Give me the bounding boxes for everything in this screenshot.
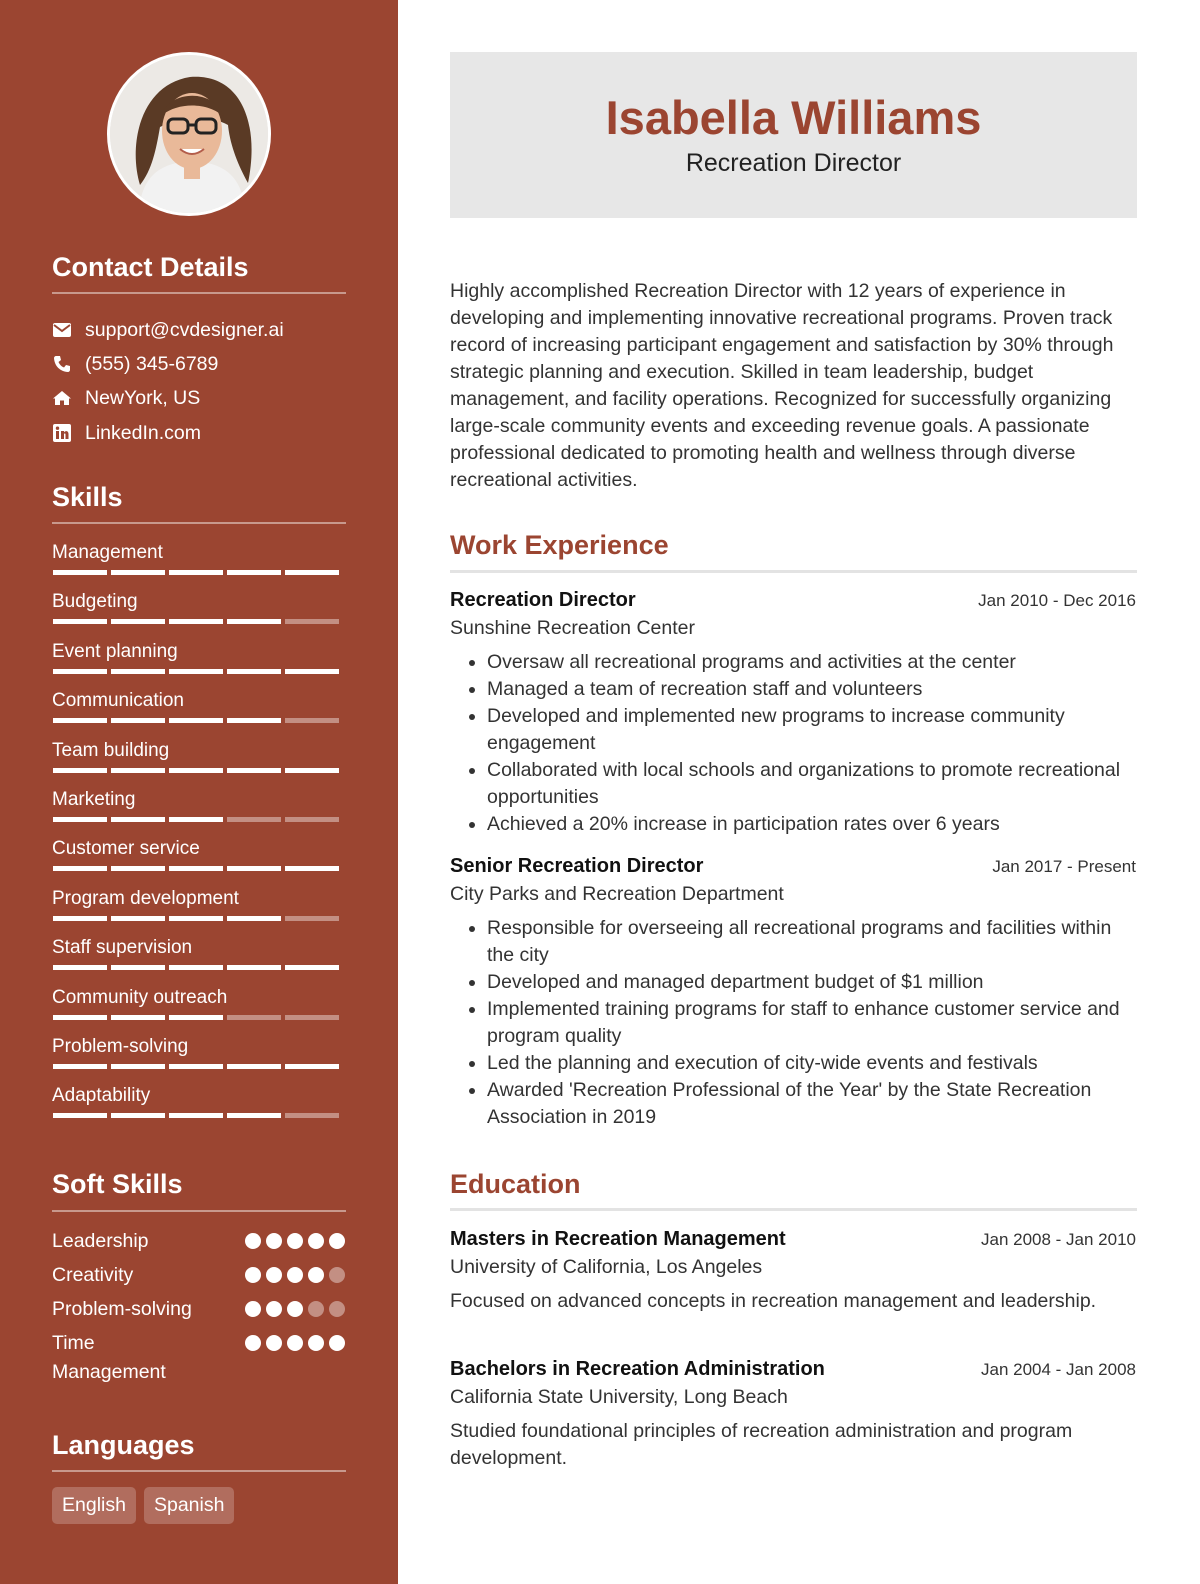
skill-level-segment xyxy=(169,619,223,624)
skill-level-segment xyxy=(53,718,107,723)
skill-item xyxy=(52,888,346,934)
skill-level-segment xyxy=(227,768,281,773)
skill-level-segment xyxy=(169,1015,223,1020)
skill-item xyxy=(52,591,346,637)
skill-item xyxy=(52,542,346,588)
skill-level-segment xyxy=(53,669,107,674)
skill-level-bar xyxy=(53,817,339,822)
skill-label: Budgeting xyxy=(52,591,138,612)
job-date: Jan 2017 - Present xyxy=(992,857,1136,876)
skill-level-segment xyxy=(285,669,339,674)
skill-label: Management xyxy=(52,542,163,563)
skill-level-segment xyxy=(169,1064,223,1069)
skill-label: Event planning xyxy=(52,641,178,662)
degree-date: Jan 2004 - Jan 2008 xyxy=(980,1360,1136,1379)
profile-photo-icon xyxy=(110,55,271,216)
skill-level-segment xyxy=(227,965,281,970)
soft-skill-rating xyxy=(245,1301,345,1317)
contact-email-text: support@cvdesigner.ai xyxy=(85,318,284,341)
rating-dot xyxy=(287,1267,303,1283)
rating-dot xyxy=(245,1233,261,1249)
soft-skill-label: Leadership xyxy=(52,1230,149,1252)
skill-item xyxy=(52,987,346,1033)
soft-skill-item xyxy=(52,1261,346,1291)
language-chip: English xyxy=(52,1487,136,1524)
soft-skill-rating xyxy=(245,1335,345,1351)
soft-skills-divider xyxy=(52,1210,346,1212)
skill-level-segment xyxy=(111,1015,165,1020)
name-header xyxy=(450,52,1137,218)
job-title: Senior Recreation Director xyxy=(450,855,704,877)
skill-level-segment xyxy=(53,1015,107,1020)
contact-phone-text: (555) 345-6789 xyxy=(85,352,219,375)
skill-level-bar xyxy=(53,619,339,624)
contact-email[interactable] xyxy=(52,318,284,342)
skill-level-segment xyxy=(53,768,107,773)
skill-label: Marketing xyxy=(52,789,136,810)
job-date: Jan 2010 - Dec 2016 xyxy=(978,591,1136,610)
skill-level-segment xyxy=(285,866,339,871)
skill-level-bar xyxy=(53,768,339,773)
rating-dot xyxy=(266,1301,282,1317)
skill-level-segment xyxy=(111,916,165,921)
skill-level-segment xyxy=(227,916,281,921)
rating-dot xyxy=(329,1267,345,1283)
job-bullet: • Awarded 'Recreation Professional of the Year' by the State Recreation Association in 2019 xyxy=(487,1077,1136,1131)
skill-item xyxy=(52,838,346,884)
soft-skill-rating xyxy=(245,1267,345,1283)
skill-level-segment xyxy=(227,866,281,871)
skill-level-segment xyxy=(285,1113,339,1118)
skill-level-segment xyxy=(285,718,339,723)
job-bullet: • Developed and managed department budget of $1 million xyxy=(487,969,1136,996)
skill-label: Adaptability xyxy=(52,1085,151,1106)
skill-level-bar xyxy=(53,718,339,723)
education-section-title: Education xyxy=(450,1169,581,1199)
rating-dot xyxy=(245,1335,261,1351)
skill-item xyxy=(52,1085,346,1131)
rating-dot xyxy=(287,1335,303,1351)
skill-label: Community outreach xyxy=(52,987,228,1008)
degree-description: Studied foundational principles of recreation administration and program development. xyxy=(450,1420,1073,1469)
skill-level-segment xyxy=(169,965,223,970)
rating-dot xyxy=(245,1301,261,1317)
skill-label: Staff supervision xyxy=(52,937,193,958)
rating-dot xyxy=(329,1233,345,1249)
avatar xyxy=(107,52,271,216)
contact-divider xyxy=(52,292,346,294)
job-bullet: • Developed and implemented new programs to increase community engagement xyxy=(487,703,1136,757)
home-icon xyxy=(52,388,72,408)
skill-level-segment xyxy=(111,1113,165,1118)
rating-dot xyxy=(287,1233,303,1249)
degree-description: Focused on advanced concepts in recreation management and leadership. xyxy=(450,1290,1097,1312)
skill-level-segment xyxy=(53,916,107,921)
rating-dot xyxy=(245,1267,261,1283)
rating-dot xyxy=(287,1301,303,1317)
job-title: Recreation Director xyxy=(450,589,636,611)
job-bullet: • Led the planning and execution of city-wide events and festivals xyxy=(487,1050,1136,1077)
skill-level-segment xyxy=(285,965,339,970)
skill-level-bar xyxy=(53,965,339,970)
skill-level-segment xyxy=(169,866,223,871)
skill-level-segment xyxy=(169,916,223,921)
skill-level-segment xyxy=(169,817,223,822)
education-entry xyxy=(450,1228,1136,1315)
institution: California State University, Long Beach xyxy=(450,1386,788,1408)
work-divider xyxy=(450,570,1137,573)
skill-item xyxy=(52,789,346,835)
skill-label: Problem-solving xyxy=(52,1036,189,1057)
skill-level-segment xyxy=(169,718,223,723)
rating-dot xyxy=(308,1301,324,1317)
skill-level-segment xyxy=(53,866,107,871)
contact-location xyxy=(52,386,200,410)
skill-level-segment xyxy=(111,965,165,970)
rating-dot xyxy=(329,1301,345,1317)
soft-skills-section-title: Soft Skills xyxy=(52,1169,183,1199)
skill-level-segment xyxy=(111,768,165,773)
job-bullet: • Responsible for overseeing all recreational programs and facilities within the city xyxy=(487,915,1136,969)
job-bullet: • Managed a team of recreation staff and volunteers xyxy=(487,676,1136,703)
rating-dot xyxy=(266,1267,282,1283)
skill-label: Communication xyxy=(52,690,184,711)
education-divider xyxy=(450,1208,1137,1211)
skill-level-segment xyxy=(227,1113,281,1118)
degree-date: Jan 2008 - Jan 2010 xyxy=(980,1230,1136,1249)
institution: University of California, Los Angeles xyxy=(450,1256,763,1278)
profile-summary: Highly accomplished Recreation Director with 12 years of experience in developing and implementing innovative recreational programs. Proven track record of increasing participant engagement and satisfaction by 30% through strategic planning and execution. Skilled in team leadership, budget management, and facility operations. Recognized for successfully organizing large-scale community events and exceeding revenue goals. A passionate professional dedicated to promoting health and wellness through diverse recreational activities. xyxy=(450,280,1114,491)
skill-level-segment xyxy=(53,817,107,822)
rating-dot xyxy=(308,1267,324,1283)
work-entry xyxy=(450,855,1136,1131)
rating-dot xyxy=(329,1335,345,1351)
job-bullet: • Achieved a 20% increase in participation rates over 6 years xyxy=(487,811,1136,838)
skill-level-segment xyxy=(227,1064,281,1069)
skill-level-segment xyxy=(53,1064,107,1069)
skill-level-segment xyxy=(111,866,165,871)
languages-list xyxy=(52,1487,234,1524)
skill-label: Program development xyxy=(52,888,239,909)
job-organization: City Parks and Recreation Department xyxy=(450,883,784,905)
skill-level-segment xyxy=(111,1064,165,1069)
skill-level-segment xyxy=(285,570,339,575)
skill-level-segment xyxy=(53,1113,107,1118)
skill-level-segment xyxy=(227,718,281,723)
skills-divider xyxy=(52,522,346,524)
skill-level-segment xyxy=(53,570,107,575)
envelope-icon xyxy=(52,320,72,340)
sidebar xyxy=(0,0,398,1584)
soft-skill-item xyxy=(52,1295,346,1325)
skill-level-segment xyxy=(53,619,107,624)
skill-level-segment xyxy=(169,570,223,575)
skill-level-segment xyxy=(285,768,339,773)
skill-item xyxy=(52,641,346,687)
rating-dot xyxy=(266,1233,282,1249)
job-bullets xyxy=(450,649,1136,838)
soft-skill-rating xyxy=(245,1233,345,1249)
contact-section-title: Contact Details xyxy=(52,252,249,282)
rating-dot xyxy=(266,1335,282,1351)
work-entry xyxy=(450,589,1136,838)
skill-level-segment xyxy=(227,570,281,575)
skill-level-segment xyxy=(227,669,281,674)
skill-level-segment xyxy=(111,718,165,723)
languages-section-title: Languages xyxy=(52,1430,195,1460)
skill-item xyxy=(52,690,346,736)
job-bullet: • Implemented training programs for staff to enhance customer service and program quality xyxy=(487,996,1136,1050)
rating-dot xyxy=(308,1335,324,1351)
candidate-name: Isabella Williams xyxy=(605,91,982,144)
skill-level-bar xyxy=(53,866,339,871)
degree-title: Masters in Recreation Management xyxy=(450,1228,786,1250)
skill-level-segment xyxy=(111,619,165,624)
skill-level-segment xyxy=(285,619,339,624)
skill-level-bar xyxy=(53,916,339,921)
skill-level-segment xyxy=(227,1015,281,1020)
job-organization: Sunshine Recreation Center xyxy=(450,617,695,639)
skill-level-segment xyxy=(169,1113,223,1118)
skill-level-segment xyxy=(111,817,165,822)
skill-level-bar xyxy=(53,1064,339,1069)
skill-label: Team building xyxy=(52,740,170,761)
phone-icon xyxy=(52,354,72,374)
contact-linkedin[interactable] xyxy=(52,421,201,445)
skill-level-segment xyxy=(285,1015,339,1020)
languages-divider xyxy=(52,1470,346,1472)
soft-skill-label: Problem-solving xyxy=(52,1298,192,1320)
skill-item xyxy=(52,937,346,983)
skill-level-bar xyxy=(53,570,339,575)
skill-level-segment xyxy=(111,570,165,575)
linkedin-icon xyxy=(52,423,72,443)
skill-level-segment xyxy=(111,669,165,674)
skill-level-segment xyxy=(227,619,281,624)
skill-level-bar xyxy=(53,1113,339,1118)
soft-skill-label: Creativity xyxy=(52,1264,134,1286)
skill-level-bar xyxy=(53,669,339,674)
skill-item xyxy=(52,740,346,786)
job-bullets xyxy=(450,915,1136,1131)
skill-level-segment xyxy=(285,1064,339,1069)
skill-level-segment xyxy=(285,817,339,822)
skill-level-bar xyxy=(53,1015,339,1020)
skill-level-segment xyxy=(169,768,223,773)
skill-level-segment xyxy=(169,669,223,674)
contact-location-text: NewYork, US xyxy=(85,386,201,409)
soft-skill-item xyxy=(52,1227,346,1257)
job-bullet: • Oversaw all recreational programs and activities at the center xyxy=(487,649,1136,676)
soft-skill-item xyxy=(52,1329,346,1383)
rating-dot xyxy=(308,1233,324,1249)
job-bullet: • Collaborated with local schools and organizations to promote recreational opportunities xyxy=(487,757,1136,811)
skills-section-title: Skills xyxy=(52,482,123,512)
education-entry xyxy=(450,1358,1136,1472)
contact-linkedin-text: LinkedIn.com xyxy=(85,421,201,444)
work-section-title: Work Experience xyxy=(450,530,669,560)
language-chip: Spanish xyxy=(144,1487,234,1524)
candidate-role: Recreation Director xyxy=(685,149,902,177)
skill-level-segment xyxy=(53,965,107,970)
skill-level-segment xyxy=(227,817,281,822)
soft-skill-label: Time Management xyxy=(52,1332,166,1383)
skill-item xyxy=(52,1036,346,1082)
contact-phone[interactable] xyxy=(52,352,218,376)
skill-label: Customer service xyxy=(52,838,200,859)
degree-title: Bachelors in Recreation Administration xyxy=(450,1358,825,1380)
skill-level-segment xyxy=(285,916,339,921)
